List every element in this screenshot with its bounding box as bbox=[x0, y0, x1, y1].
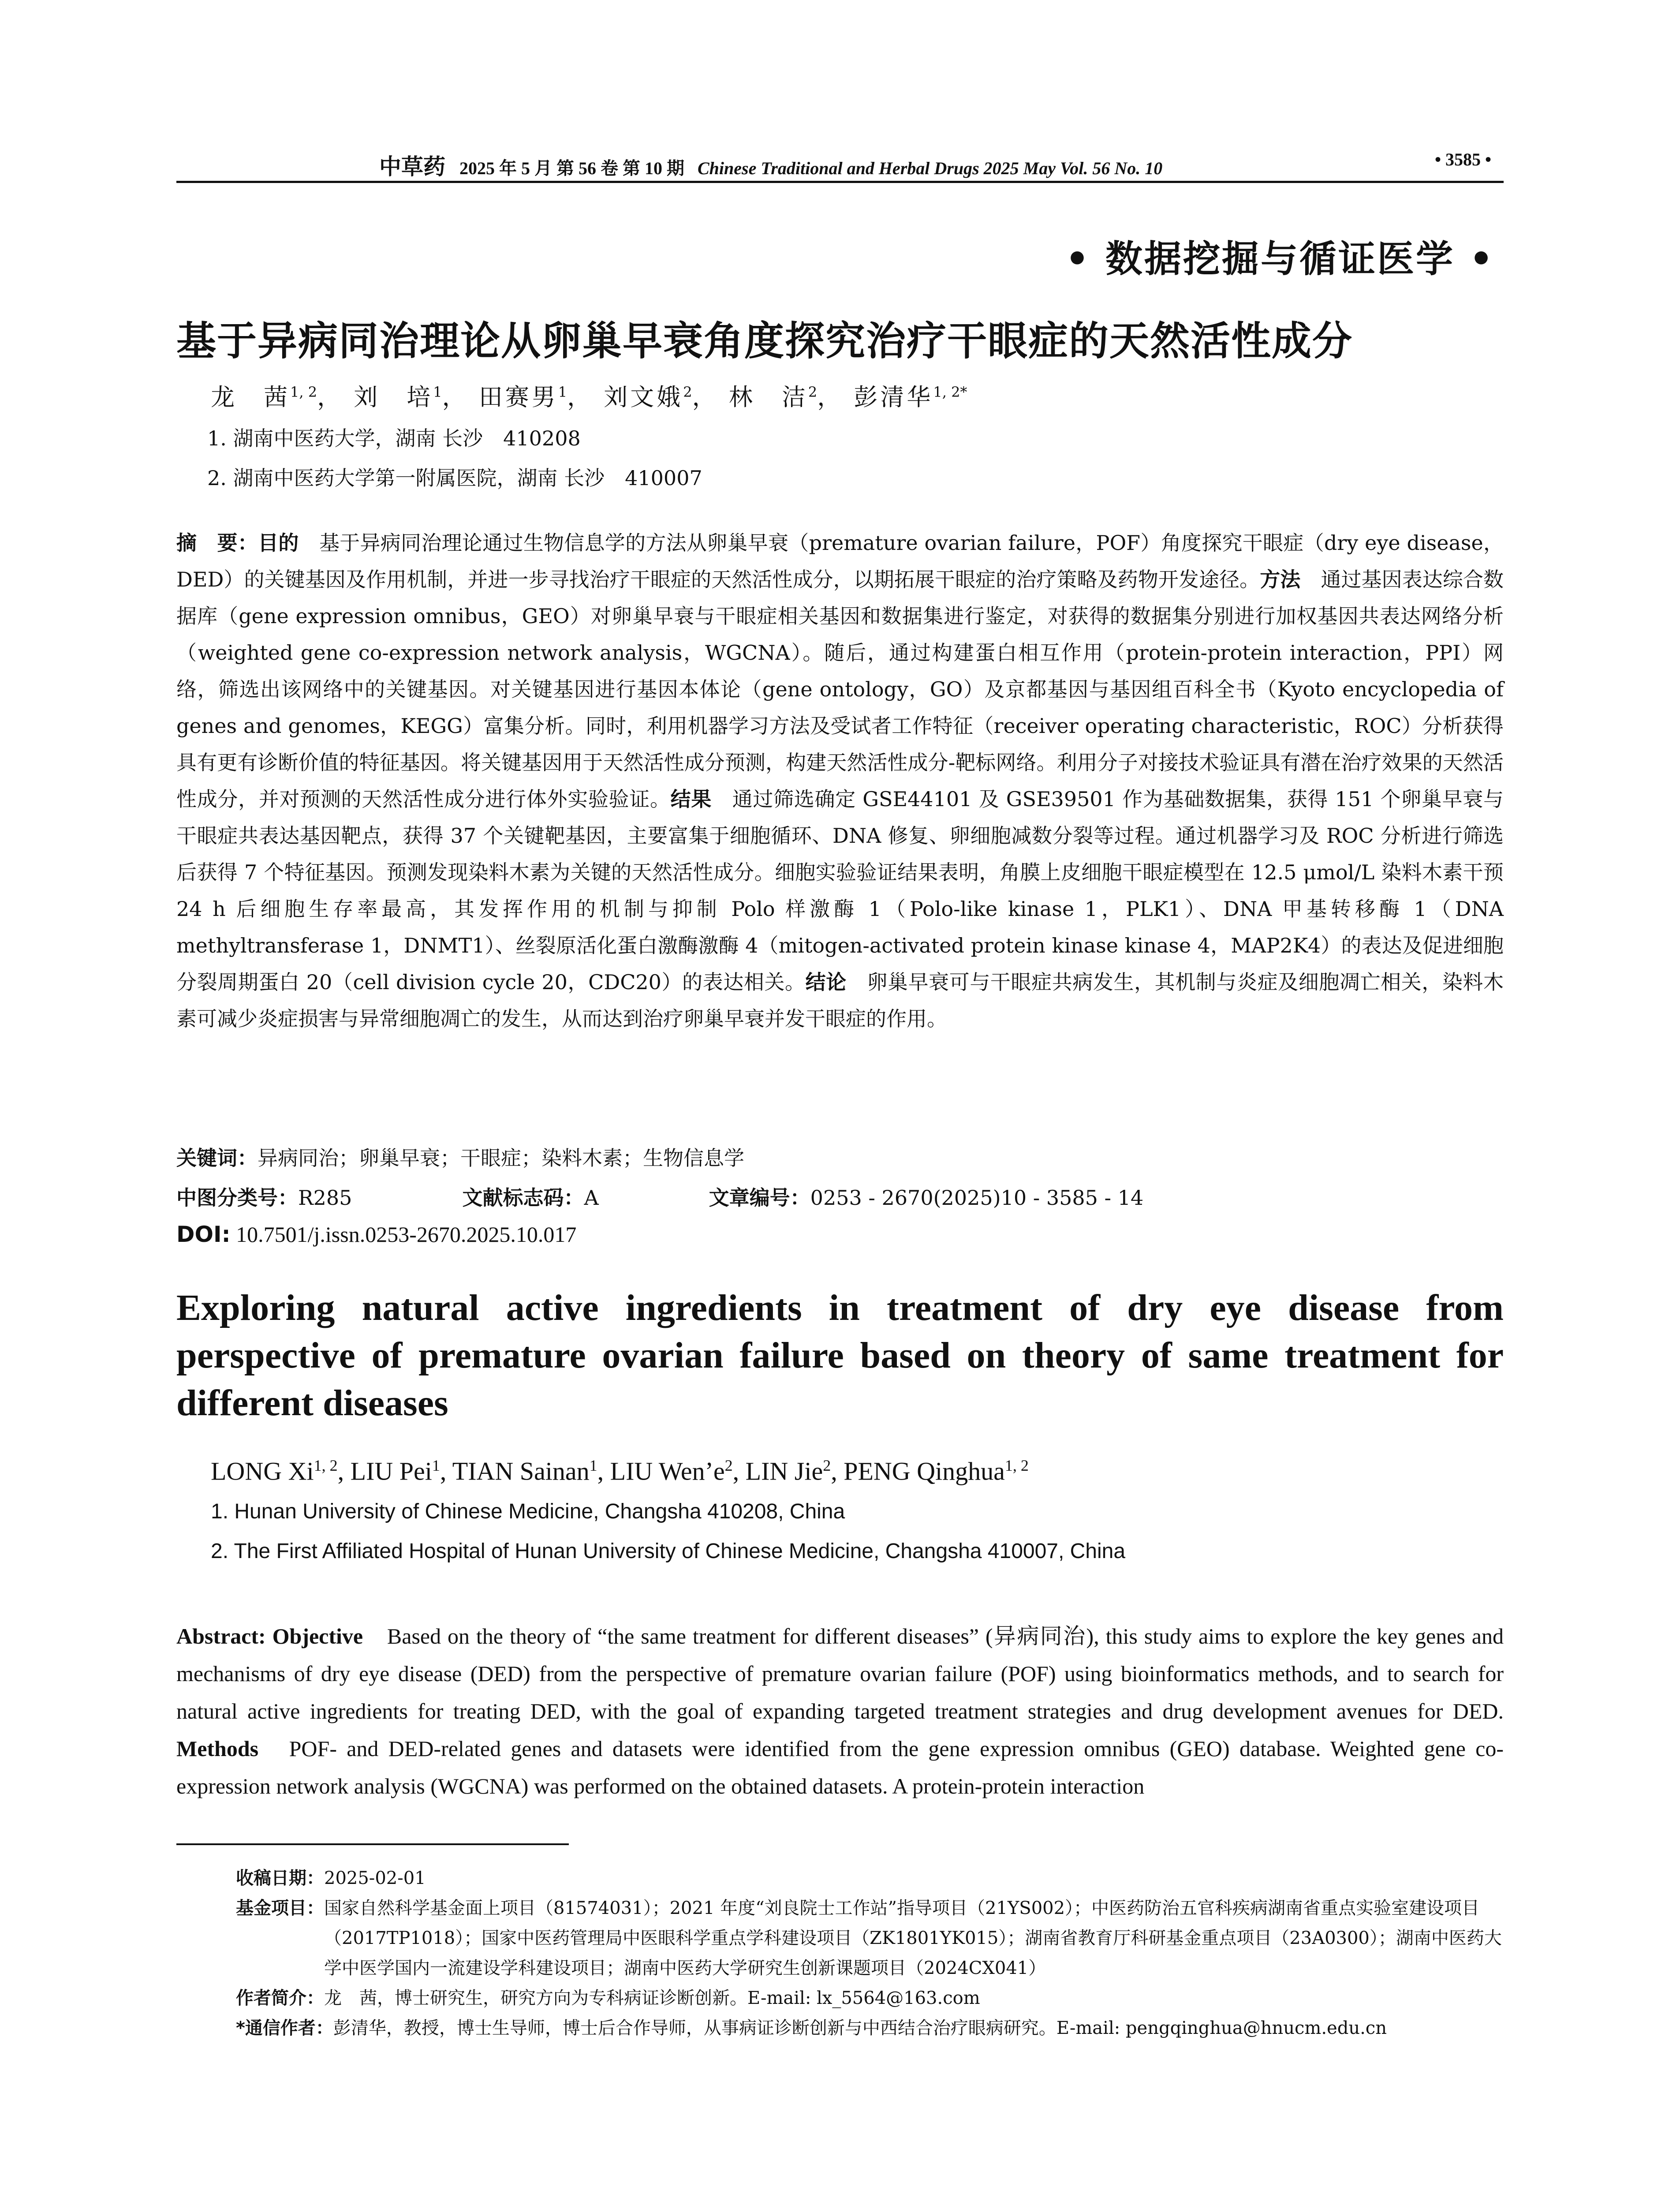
author-en: LIU Pei bbox=[350, 1457, 432, 1486]
methods-en-label: Methods bbox=[176, 1736, 259, 1761]
footnote-text: 彭清华，教授，博士生导师，博士后合作导师，从事病证诊断创新与中西结合治疗眼病研究。E-mail: pengqinghua@hnucm.edu.cn bbox=[333, 2018, 1387, 2038]
doi-label: DOI: bbox=[176, 1222, 231, 1247]
author-en: LONG Xi bbox=[211, 1457, 314, 1486]
abstract-en bbox=[176, 1618, 1504, 1805]
doi-value: 10.7501/j.issn.0253-2670.2025.10.017 bbox=[230, 1222, 577, 1247]
footnote-divider bbox=[176, 1843, 569, 1845]
author-cn: 刘文娥 bbox=[604, 383, 683, 411]
author-sup: 1, 2 bbox=[314, 1457, 338, 1474]
footnote-text: 龙 茜，博士研究生，研究方向为专科病证诊断创新。E-mail: lx_5564@163.com bbox=[324, 1988, 980, 2008]
abstract-en-label: Abstract: Objective bbox=[176, 1624, 363, 1648]
author-cn: 龙 茜 bbox=[211, 383, 290, 411]
author-sup: 1 bbox=[433, 384, 442, 400]
journal-brand: 中草药 bbox=[379, 153, 445, 179]
keywords bbox=[176, 1142, 744, 1171]
author-cn: 田赛男 bbox=[478, 383, 558, 411]
abstract-cn bbox=[176, 525, 1504, 1037]
author-sup: 2 bbox=[823, 1457, 831, 1474]
author-sup: 2 bbox=[683, 384, 692, 400]
objective-label: 目的 bbox=[258, 531, 299, 555]
doc-code-value: A bbox=[584, 1186, 599, 1210]
methods-en-text: POF- and DED-related genes and datasets were identified from the gene expression omnibus (GEO) database. Weighted gene co-expression network analysis (WGCNA) was performed on the obtained datasets. A protein-protein interaction bbox=[176, 1736, 1504, 1798]
keywords-text: 异病同治；卵巢早衰；干眼症；染料木素；生物信息学 bbox=[258, 1146, 744, 1170]
author-en: PENG Qinghua bbox=[844, 1457, 1005, 1486]
author-en: LIN Jie bbox=[745, 1457, 823, 1486]
author-sup: 1, 2* bbox=[933, 384, 967, 400]
footnote-label: 收稿日期： bbox=[236, 1868, 324, 1888]
conclusion-label: 结论 bbox=[805, 970, 847, 994]
footnote-funding bbox=[236, 1893, 1504, 1983]
clc-label: 中图分类号： bbox=[176, 1186, 298, 1210]
author-sup: 2 bbox=[724, 1457, 733, 1474]
author-sup: 1, 2 bbox=[1004, 1457, 1029, 1474]
methods-text: 通过基因表达综合数据库（gene expression omnibus，GEO）对卵巢早衰与干眼症相关基因和数据集进行鉴定，对获得的数据集分别进行加权基因共表达网络分析（weighted gene co-expression network analysis，WGCNA）。随后，通过构建蛋白相互作用（protein-protein interaction，PPI）网络，筛选出该网络中的关键基因。对关键基因进行基因本体论（gene ontology，GO）及京都基因与基因组百科全书（Kyoto encyclopedia of genes and genomes，KEGG）富集分析。同时，利用机器学习方法及受试者工作特征（receiver operating characteristic，ROC）分析获得具有更有诊断价值的特征基因。将关键基因用于天然活性成分预测，构建天然活性成分-靶标网络。利用分子对接技术验证具有潜在治疗效果的天然活性成分，并对预测的天然活性成分进行体外实验验证。 bbox=[176, 568, 1504, 811]
objective-text: 基于异病同治理论通过生物信息学的方法从卵巢早衰（premature ovarian failure，POF）角度探究干眼症（dry eye disease，DED）的关键基因及作用机制，并进一步寻找治疗干眼症的天然活性成分，以期拓展干眼症的治疗策略及药物开发途径。 bbox=[176, 531, 1504, 591]
footnote-text: 国家自然科学基金面上项目（81574031）；2021 年度“刘良院士工作站”指导项目（21YS002）；中医药防治五官科疾病湖南省重点实验室建设项目（2017TP1018）；国家中医药管理局中医眼科学重点学科建设项目（ZK1801YK015）；湖南省教育厅科研基金重点项目（23A0300）；湖南中医药大学中医学国内一流建设学科建设项目；湖南中医药大学研究生创新课题项目（2024CX041） bbox=[324, 1898, 1502, 1978]
footnote-corresponding bbox=[236, 2013, 1504, 2043]
objective-en-text: Based on the theory of “the same treatment for different diseases” (异病同治), this study aims to explore the key genes and mechanisms of dry eye disease (DED) from the perspective of premature ovarian failure (POF) using bioinformatics methods, and to search for natural active ingredients for treating DED, with the goal of expanding targeted treatment strategies and drug development avenues for DED. bbox=[176, 1624, 1504, 1723]
author-en: LIU Wen’e bbox=[610, 1457, 725, 1486]
affiliation-en-1: 1. Hunan University of Chinese Medicine, Changsha 410208, China bbox=[211, 1500, 845, 1523]
footnote-label: 作者简介： bbox=[236, 1988, 324, 2008]
classification bbox=[176, 1182, 1143, 1211]
author-sup: 1, 2 bbox=[290, 384, 317, 400]
footnote-label: *通信作者： bbox=[236, 2018, 333, 2038]
footnote-received bbox=[236, 1863, 1504, 1893]
title-en: Exploring natural active ingredients in treatment of dry eye disease from perspective of premature ovarian failure based on theory of same treatment for different diseases bbox=[176, 1287, 1504, 1424]
running-header bbox=[176, 141, 1504, 183]
author-en: TIAN Sainan bbox=[452, 1457, 590, 1486]
footnote-label: 基金项目： bbox=[236, 1898, 324, 1918]
footnote-author-bio bbox=[236, 1983, 1504, 2013]
doi bbox=[176, 1222, 576, 1247]
header-journal bbox=[379, 149, 1162, 181]
title-cn: 基于异病同治理论从卵巢早衰角度探究治疗干眼症的天然活性成分 bbox=[176, 318, 1353, 364]
results-label: 结果 bbox=[670, 787, 712, 811]
keywords-label: 关键词： bbox=[176, 1146, 258, 1170]
conclusion-text: 卵巢早衰可与干眼症共病发生，其机制与炎症及细胞凋亡相关，染料木素可减少炎症损害与异常细胞凋亡的发生，从而达到治疗卵巢早衰并发干眼症的作用。 bbox=[176, 970, 1504, 1031]
author-sup: 1 bbox=[432, 1457, 440, 1474]
affiliation-cn-2: 2. 湖南中医药大学第一附属医院，湖南 长沙 410007 bbox=[207, 466, 702, 490]
clc-value: R285 bbox=[298, 1186, 352, 1210]
issue-en: Chinese Traditional and Herbal Drugs 2025 May Vol. 56 No. 10 bbox=[698, 158, 1163, 178]
footnote-text: 2025-02-01 bbox=[324, 1868, 426, 1888]
affiliation-en-2: 2. The First Affiliated Hospital of Hunan University of Chinese Medicine, Changsha 410007, China bbox=[211, 1540, 1126, 1563]
author-sup: 2 bbox=[808, 384, 818, 400]
affiliation-cn-1: 1. 湖南中医药大学，湖南 长沙 410208 bbox=[207, 426, 581, 450]
footnotes bbox=[236, 1863, 1504, 2043]
author-cn: 彭清华 bbox=[854, 383, 933, 411]
authors-cn: 龙 茜$^{1, 2}$， 刘 培$^1$， 田赛男$^1$， 刘文娥$^2$， 林 洁$^2$， 彭清华$^{1, 2*}$ bbox=[211, 383, 967, 411]
methods-label: 方法 bbox=[1260, 568, 1301, 591]
issue-cn: 2025 年 5 月 第 56 卷 第 10 期 bbox=[459, 158, 684, 178]
article-no-label: 文章编号： bbox=[709, 1186, 810, 1210]
author-sup: 1 bbox=[589, 1457, 597, 1474]
authors-en: LONG Xi$^{1, 2}$, LIU Pei$^1$, TIAN Sainan$^1$, LIU $Wen’e^2$, LIN Jie$^2$, PENG Qinghua$^{1, 2}$ bbox=[211, 1457, 1029, 1486]
author-cn: 林 洁 bbox=[728, 383, 808, 411]
abstract-label: 摘 要： bbox=[176, 531, 258, 555]
section-tag: • 数据挖掘与循证医学 • bbox=[1065, 237, 1495, 280]
results-text: 通过筛选确定 GSE44101 及 GSE39501 作为基础数据集，获得 151 个卵巢早衰与干眼症共表达基因靶点，获得 37 个关键靶基因，主要富集于细胞循环、DNA 修复、卵细胞减数分裂等过程。通过机器学习及 ROC 分析进行筛选后获得 7 个特征基因。预测发现染料木素为关键的天然活性成分。细胞实验验证结果表明，角膜上皮细胞干眼症模型在 12.5 μmol/L 染料木素干预 24 h 后细胞生存率最高，其发挥作用的机制与抑制 Polo 样激酶 1（Polo-like kinase 1，PLK1）、DNA 甲基转移酶 1（DNA methyltransferase 1，DNMT1）、丝裂原活化蛋白激酶激酶 4（mitogen-activated protein kinase kinase 4，MAP2K4）的表达及促进细胞分裂周期蛋白 20（cell division cycle 20，CDC20）的表达相关。 bbox=[176, 787, 1504, 994]
article-no-value: 0253 - 2670(2025)10 - 3585 - 14 bbox=[810, 1186, 1144, 1210]
doc-code-label: 文献标志码： bbox=[462, 1186, 584, 1210]
page-number: • 3585 • bbox=[1434, 149, 1491, 169]
author-sup: 1 bbox=[558, 384, 567, 400]
author-cn: 刘 培 bbox=[354, 383, 433, 411]
